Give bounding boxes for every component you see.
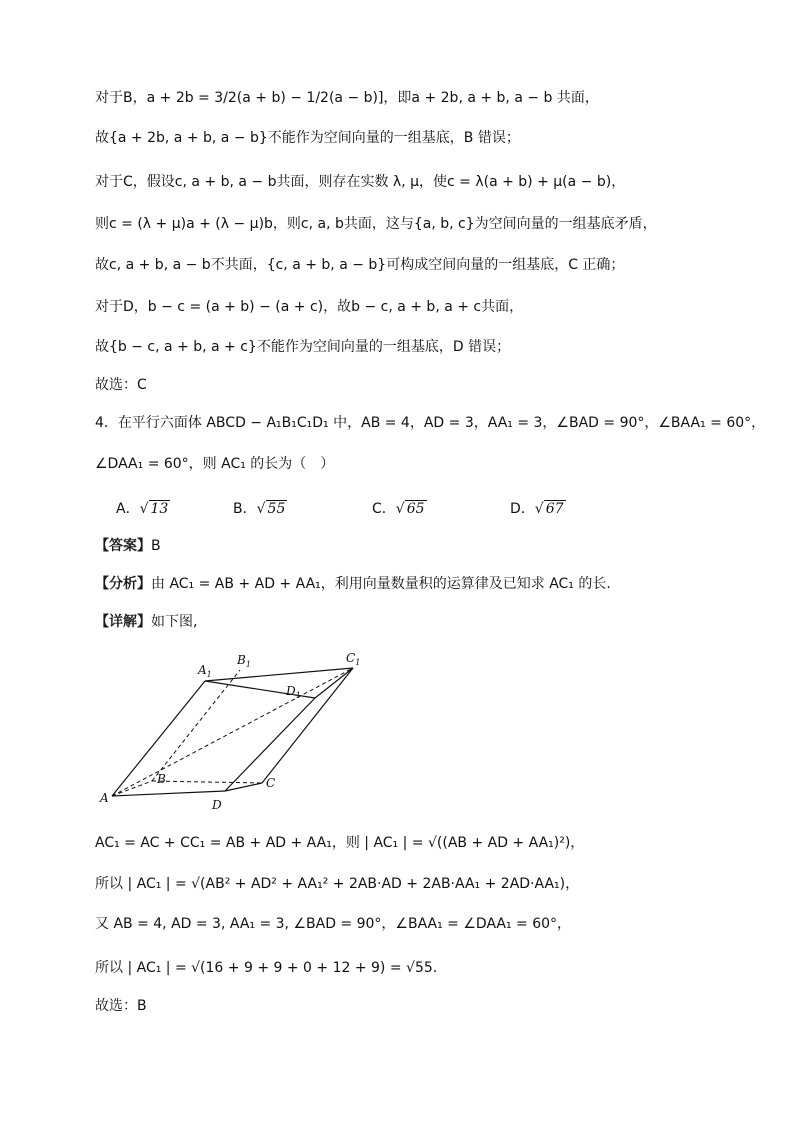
hidden-edge-b-c bbox=[152, 781, 262, 783]
edge-c1-d1 bbox=[315, 668, 353, 698]
solution-line-c1: 对于C，假设c, a + b, a − b共面，则存在实数 λ, μ，使c = λ(a + b) + μ(a − b)， bbox=[95, 174, 626, 190]
label-b: B bbox=[157, 772, 166, 786]
label-a: A bbox=[100, 791, 109, 805]
choice-result-c: 故选：C bbox=[95, 377, 147, 393]
solution-line-b2: 故{a + 2b, a + b, a − b}不能作为空间向量的一组基底，B 错误； bbox=[95, 130, 520, 146]
option-d-label: D． bbox=[510, 501, 535, 517]
label-d1: $D_1$ bbox=[286, 684, 301, 700]
option-a-value: √ 13 bbox=[139, 501, 169, 517]
solution-line-b1: 对于B，a + 2b = 3/2(a + b) − 1/2(a − b)]，即a + 2b, a + b, a − b 共面， bbox=[95, 90, 599, 106]
label-c: C bbox=[266, 776, 276, 790]
option-b-value: √ 55 bbox=[256, 501, 286, 517]
choice-result-b: 故选：B bbox=[95, 998, 147, 1014]
answer-value: B bbox=[151, 538, 161, 554]
solution-line-c2: 则c = (λ + μ)a + (λ − μ)b，则c, a, b共面，这与{a, b, c}为空间向量的一组基底矛盾， bbox=[95, 216, 657, 232]
edge-c-c1 bbox=[262, 668, 353, 783]
question-4-stem-cont: ∠DAA₁ = 60°，则 AC₁ 的长为（ ） bbox=[95, 456, 335, 472]
detail-line bbox=[95, 612, 197, 632]
label-d: D bbox=[212, 798, 222, 812]
option-c-label: C． bbox=[372, 501, 396, 517]
label-a1: $A_1$ bbox=[198, 663, 212, 679]
option-a-label: A． bbox=[116, 501, 140, 517]
option-d bbox=[510, 498, 566, 518]
option-c-value: √ 65 bbox=[395, 501, 425, 517]
solution-given-values: 又 AB = 4, AD = 3, AA₁ = 3, ∠BAD = 90°，∠BAA₁ = ∠DAA₁ = 60°， bbox=[95, 916, 572, 932]
option-b-label: B． bbox=[233, 501, 257, 517]
option-a bbox=[116, 498, 170, 518]
solution-line-d1: 对于D，b − c = (a + b) − (a + c)，故b − c, a + b, a + c共面， bbox=[95, 299, 524, 315]
option-b bbox=[233, 498, 287, 518]
edge-a1-c1 bbox=[205, 668, 353, 681]
detail-text: 如下图, bbox=[151, 614, 198, 630]
analysis-line bbox=[95, 574, 611, 594]
solution-vector-expansion: AC₁ = AC + CC₁ = AB + AD + AA₁，则 | AC₁ | = √((AB + AD + AA₁)²)， bbox=[95, 835, 585, 851]
analysis-text: 由 AC₁ = AB + AD + AA₁，利用向量数量积的运算律及已知求 AC₁ 的长. bbox=[151, 576, 611, 592]
answer-line bbox=[95, 536, 161, 556]
solution-line-d2: 故{b − c, a + b, a + c}不能作为空间向量的一组基底，D 错误； bbox=[95, 339, 511, 355]
solution-line-c3: 故c, a + b, a − b不共面，{c, a + b, a − b}可构成空间向量的一组基底，C 正确； bbox=[95, 257, 625, 273]
edge-a-d bbox=[112, 791, 225, 796]
detail-tag: 【详解】 bbox=[95, 614, 151, 630]
solution-squared-norm: 所以 | AC₁ | = √(AB² + AD² + AA₁² + 2AB·AD + 2AB·AA₁ + 2AD·AA₁)， bbox=[95, 876, 580, 892]
parallelepiped-figure bbox=[90, 648, 390, 823]
answer-tag: 【答案】 bbox=[95, 538, 151, 554]
hidden-edge-b-b1 bbox=[152, 670, 240, 781]
analysis-tag: 【分析】 bbox=[95, 576, 151, 592]
solution-result: 所以 | AC₁ | = √(16 + 9 + 9 + 0 + 12 + 9) = √55. bbox=[95, 960, 438, 976]
option-c bbox=[372, 498, 427, 518]
option-d-value: √ 67 bbox=[534, 501, 564, 517]
label-c1: $C_1$ bbox=[346, 651, 361, 667]
diagonal-a-c1 bbox=[112, 668, 353, 796]
edge-d-c bbox=[225, 783, 262, 791]
question-4-stem: 4．在平行六面体 ABCD − A₁B₁C₁D₁ 中，AB = 4，AD = 3，AA₁ = 3，∠BAD = 90°，∠BAA₁ = 60°， bbox=[95, 415, 766, 431]
label-b1: $B_1$ bbox=[237, 653, 251, 669]
